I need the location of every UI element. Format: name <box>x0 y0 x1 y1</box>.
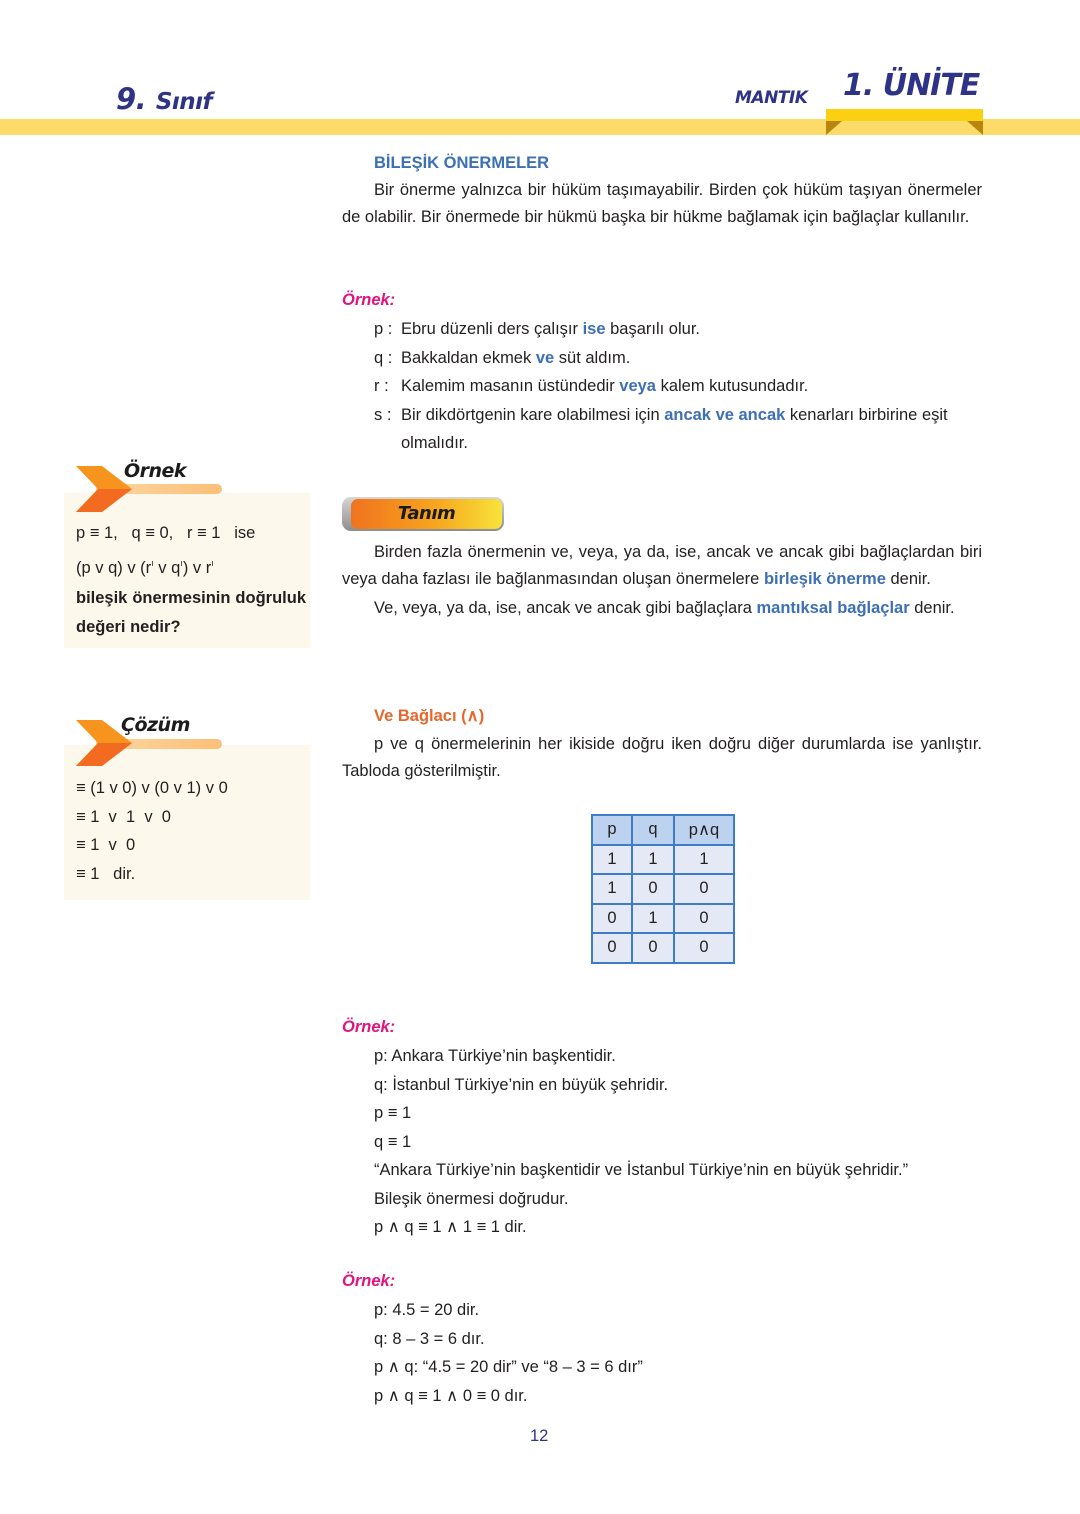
term-logical-connectives: mantıksal bağlaçlar <box>756 599 910 617</box>
example-line: Bileşik önermesi doğrudur. <box>374 1189 569 1208</box>
ribbon-fold-right <box>967 121 983 135</box>
section-intro: Bir önerme yalnızca bir hüküm taşımayabilir. Birden çok hüküm taşıyan önermeler de olabilir. Bir önermede bir hükmü başka bir hükme bağlamak için bağlaçlar kullanılır. <box>342 181 982 226</box>
truth-table-row: 1 0 0 <box>592 874 734 904</box>
header-band <box>0 119 1080 135</box>
and-truth-table <box>591 814 735 964</box>
definition-text <box>342 539 982 622</box>
example-line: p ∧ q ≡ 1 ∧ 1 ≡ 1 dir. <box>374 1218 527 1236</box>
connective-ancak-ve-ancak: ancak ve ancak <box>664 405 786 424</box>
solution-step: ≡ 1 dir. <box>76 864 136 883</box>
and-connective-section <box>342 703 982 785</box>
truth-table-row: 0 1 0 <box>592 904 734 934</box>
example-line: p: 4.5 = 20 dir. <box>374 1301 480 1319</box>
term-compound-proposition: birleşik önerme <box>763 570 886 588</box>
and-connective-title: Ve Bağlacı (∧) <box>374 707 485 725</box>
truth-table-row: 0 0 0 <box>592 933 734 963</box>
example-item-p: p : Ebru düzenli ders çalışır ise başarılı olur. <box>374 320 700 338</box>
example-label: Örnek: <box>342 1272 396 1290</box>
definition-badge-label: Tanım <box>351 499 502 529</box>
example-line: “Ankara Türkiye’nin başkentidir ve İstanbul Türkiye’nin en büyük şehridir.” <box>374 1161 909 1179</box>
section-title: BİLEŞİK ÖNERMELER <box>374 154 550 172</box>
example-item-q: q : Bakkaldan ekmek ve süt aldım. <box>374 348 631 367</box>
grade-word: Sınıf <box>155 89 213 115</box>
sidebar-example-title: Örnek <box>124 460 187 482</box>
definition-paragraph-2: Ve, veya, ya da, ise, ancak ve ancak gibi bağlaçlara mantıksal bağlaçlar denir. <box>374 599 955 617</box>
example-line: q: İstanbul Türkiye’nin en büyük şehridir. <box>374 1075 669 1094</box>
example-label: Örnek: <box>342 1018 396 1036</box>
example-2 <box>342 1014 982 1242</box>
example-line: q: 8 – 3 = 6 dır. <box>374 1329 485 1348</box>
ribbon-fold-left <box>826 121 842 135</box>
example-line: p ≡ 1 <box>374 1104 412 1122</box>
sidebar-example-expression: (p v q) v ($r^ı$ v $q^ı$) v $r^ı$ <box>76 558 214 577</box>
example-line: p ∧ q ≡ 1 ∧ 0 ≡ 0 dır. <box>374 1386 528 1405</box>
example-item-s: s : Bir dikdörtgenin kare olabilmesi için ancak ve ancak kenarları birbirine eşit olmalıdır. <box>374 405 948 452</box>
example-item-r: r : Kalemim masanın üstündedir veya kalem kutusundadır. <box>374 377 809 395</box>
example-3 <box>342 1268 982 1410</box>
truth-table-header: p q p∧q <box>592 815 734 845</box>
solution-step: ≡ 1 v 0 <box>76 836 136 854</box>
definition-paragraph-1: Birden fazla önermenin ve, veya, ya da, ise, ancak ve ancak gibi bağlaçlardan biri veya daha fazlası ile bağlanmasından oluşan önermelere birleşik önerme denir. <box>342 543 982 588</box>
solution-step: ≡ 1 v 1 v 0 <box>76 807 171 826</box>
grade-number: 9. <box>116 82 147 116</box>
sidebar-solution-content <box>76 774 228 888</box>
sidebar-solution-title: Çözüm <box>121 714 190 736</box>
example-line: p ∧ q: “4.5 = 20 dir” ve “8 – 3 = 6 dır” <box>374 1358 643 1376</box>
sidebar-example-question: bileşik önermesinin doğruluk değeri nedir? <box>76 589 306 636</box>
connective-ise: ise <box>582 320 606 338</box>
page-number: 12 <box>530 1427 549 1445</box>
solution-step: ≡ (1 v 0) v (0 v 1) v 0 <box>76 779 228 797</box>
example-line: q ≡ 1 <box>374 1132 412 1151</box>
and-connective-text: p ve q önermelerinin her ikiside doğru iken doğru diğer durumlarda ise yanlıştır. Tabloda gösterilmiştir. <box>342 735 982 780</box>
example-line: p: Ankara Türkiye’nin başkentidir. <box>374 1047 616 1065</box>
truth-table-row: 1 1 1 <box>592 845 734 875</box>
sidebar-example-content <box>76 519 306 642</box>
compound-propositions-section <box>342 150 982 231</box>
unit-title: 1. ÜNİTE <box>843 68 980 103</box>
connective-ve: ve <box>535 348 555 367</box>
connective-veya: veya <box>619 377 656 395</box>
example-label: Örnek: <box>342 291 396 309</box>
unit-ribbon <box>826 109 983 121</box>
sidebar-example-given: p ≡ 1, q ≡ 0, r ≡ 1 ise <box>76 524 256 542</box>
definition-badge <box>342 497 504 531</box>
subject-label: MANTIK <box>735 88 808 108</box>
example-1 <box>342 287 982 458</box>
grade-label <box>116 82 212 116</box>
